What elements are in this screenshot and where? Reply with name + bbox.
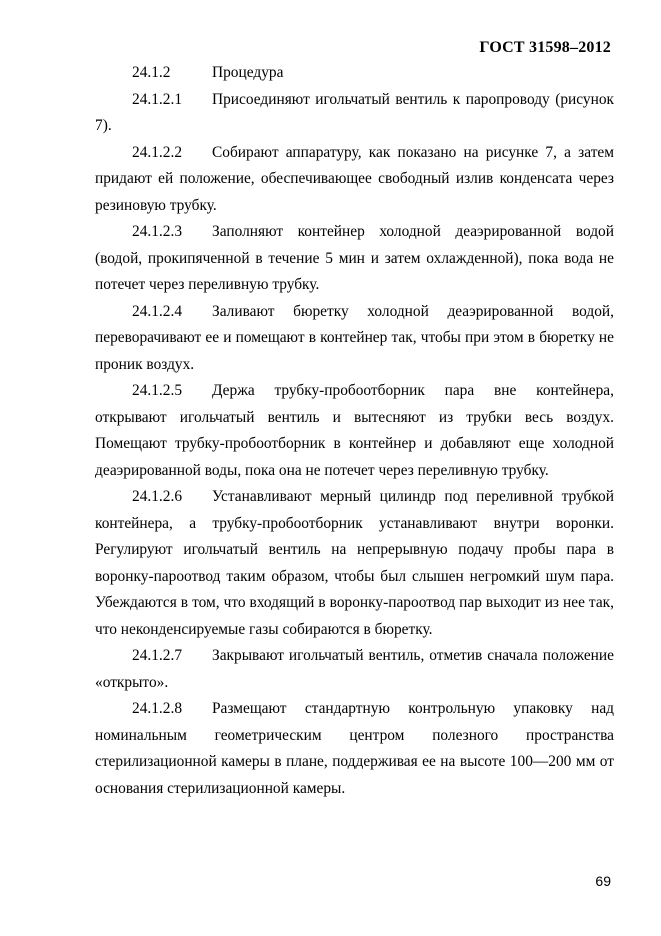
paragraph-24-1-2 <box>95 60 614 87</box>
paragraph-24-1-2-1 <box>95 87 614 140</box>
paragraph-text: Закрывают игольчатый вентиль, отметив сначала положение «открыто». <box>95 647 614 691</box>
paragraph-text: Заполняют контейнер холодной деаэрированной водой (водой, прокипяченной в течение 5 мин и затем охлажденной), пока вода не потечет через переливную трубку. <box>95 223 614 293</box>
paragraph-text: Собирают аппаратуру, как показано на рисунке 7, а затем придают ей положение, обеспечивающее свободный излив конденсата через резиновую трубку. <box>95 143 614 214</box>
paragraph-24-1-2-6 <box>95 484 614 643</box>
paragraph-24-1-2-8 <box>95 696 614 802</box>
paragraph-text: Держа трубку-пробоотборник пара вне контейнера, открывают игольчатый вентиль и вытесняют из трубки весь воздух. Помещают трубку-пробоотборник в контейнер и добавляют еще холодной деаэрированной воды, пока она не потечет через переливную трубку. <box>95 382 614 479</box>
paragraph-number: 24.1.2.2 <box>132 143 183 161</box>
paragraph-24-1-2-7 <box>95 643 614 696</box>
paragraph-number: 24.1.2.5 <box>132 382 183 399</box>
paragraph-number: 24.1.2.8 <box>132 700 183 717</box>
paragraph-text: Заливают бюретку холодной деаэрированной водой, переворачивают ее и помещают в контейнер так, чтобы при этом в бюретку не проник воздух. <box>95 302 614 373</box>
paragraph-24-1-2-5 <box>95 378 614 484</box>
paragraph-number: 24.1.2 <box>132 64 171 81</box>
paragraph-number: 24.1.2.7 <box>132 647 183 664</box>
document-body <box>95 60 614 802</box>
paragraph-24-1-2-4 <box>95 299 614 379</box>
paragraph-text: Процедура <box>212 64 284 81</box>
page-number: 69 <box>595 873 611 889</box>
paragraph-number: 24.1.2.3 <box>132 223 183 240</box>
paragraph-number: 24.1.2.6 <box>132 488 183 505</box>
paragraph-24-1-2-2 <box>95 140 614 220</box>
paragraph-text: Устанавливают мерный цилиндр под переливной трубкой контейнера, а трубку-пробоотборник устанавливают внутри воронки. Регулируют игольчатый вентиль на непрерывную подачу пробы пара в воронку-пароотвод таким образом, чтобы был слышен негромкий шум пара. Убеждаются в том, что входящий в воронку-пароотвод пар выходит из нее так, что неконденсируемые газы собираются в бюретку. <box>95 488 614 638</box>
paragraph-text: Размещают стандартную контрольную упаковку над номинальным геометрическим центром полезного пространства стерилизационной камеры в плане, поддерживая ее на высоте 100—200 мм от основания стерилизационной камеры. <box>95 700 614 797</box>
paragraph-24-1-2-3 <box>95 219 614 299</box>
paragraph-text: Присоединяют игольчатый вентиль к паропроводу (рисунок 7). <box>95 90 614 134</box>
paragraph-number: 24.1.2.1 <box>132 90 183 108</box>
paragraph-number: 24.1.2.4 <box>132 302 183 320</box>
document-header: ГОСТ 31598–2012 <box>479 39 611 56</box>
